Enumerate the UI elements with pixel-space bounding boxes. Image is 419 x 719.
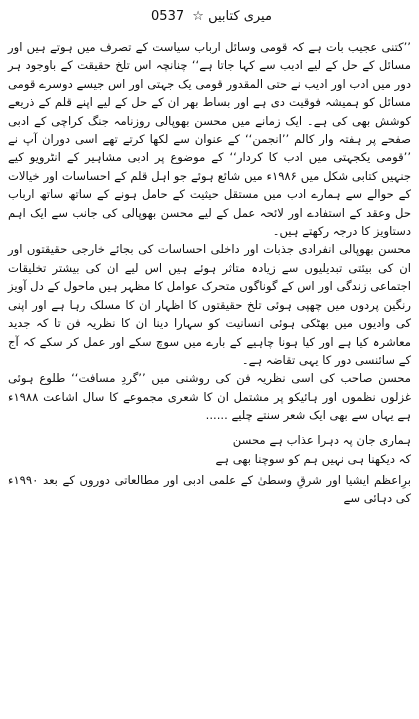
poetry-couplet [8,431,411,469]
article-body [8,38,411,507]
closing-line: برِاعظم ایشیا اور شرقِ وسطیٰ کے علمی ادبی اور مطالعاتی دوروں کے بعد ۱۹۹۰ء کی دہائی سے [8,472,411,505]
paragraph: ’’کتنی عجیب بات ہے کہ قومی وسائل ارباب سیاست کے تصرف میں ہوتے ہیں اور مسائل کے حل کے لیے ادیب سے کہا جاتا ہے‘‘ چنانچہ اس تلخ حقیقت کے باوجود ہر دور میں ادب اور ادیب نے حتی المقدور قومی یک جہتی اور اس جیسے دوسرے قومی مسائل کو ہمیشہ فوقیت دی ہے اور بساط بھر ان کے حل کے لیے اپنے قلم کے ذریعے کوشش بھی کی ہے۔ ایک زمانے میں محسن بھوپالی روزنامہ جنگ کراچی کے ادبی صفحے پر ہفتہ وار کالم ’’انجمن‘‘ کے عنوان سے لکھا کرتے تھے اسی دوران آپ نے ’’قومی یکجہتی میں ادب کا کردار‘‘ کے موضوع پر ادبی مشاہیر کے انٹرویو کیے جنہیں کتابی شکل میں ۱۹۸۶ء میں شائع ہوئے جو اہل قلم کے احساسات اور خیالات کے حوالے سے ہمارے ادب میں مستقل حیثیت کے حامل ہونے کے ساتھ ساتھ ارباب حل وعقد کے استفادے اور لائحہ عمل کے لیے محسن بھوپالی کی جانب سے ایک اہم دستاویز کا درجہ رکھتے ہیں۔ [8,40,411,239]
couplet-line-1: ہماری جان پہ دہرا عذاب ہے محسن [232,432,411,447]
book-title: میری کتابیں [208,9,272,24]
couplet-line-2: کہ دیکھنا ہی نہیں ہم کو سوچنا بھی ہے [215,451,411,466]
star-icon: ☆ [192,9,204,24]
page-number: 0537 [151,9,185,24]
page-header [0,9,419,25]
paragraph: محسن صاحب کی اسی نظریہ فن کی روشنی میں ’’گردِ مسافت‘‘ طلوع ہوئی غزلوں نظموں اور ہائیکو پر مشتمل ان کا شعری مجموعے کا سال اشاعت ۱۹۸۸ء ہے یہاں سے بھی ایک شعر سنتے چلیے ...... [8,371,411,423]
paragraph: محسن بھوپالی انفرادی جذبات اور داخلی احساسات کی بجائے خارجی حقیقتوں اور ان کی بیئتی تبدیلیوں سے زیادہ متاثر ہوئے ہیں اس لیے ان کی بیشتر تخلیقات اجتماعی زندگی اور اس کے گوناگوں متحرک عوامل کا مظہر ہیں ماحول کے دل آویز رنگین پردوں میں چھپی ہوئی تلخ حقیقتوں کا اظہار ان کا مسلک رہا ہے اور اپنی کی وادیوں میں بھٹکی ہوئی انسانیت کو سہارا دینا ان کا نظریہ فن تا کہ جدید معاشرہ کیا ہے اور کیا ہونا چاہیے کے بارے میں سوچ سکے اور عمل کر سکے کہ آج کے سائنسی دور کا یہی تقاضہ ہے۔ [8,242,411,367]
